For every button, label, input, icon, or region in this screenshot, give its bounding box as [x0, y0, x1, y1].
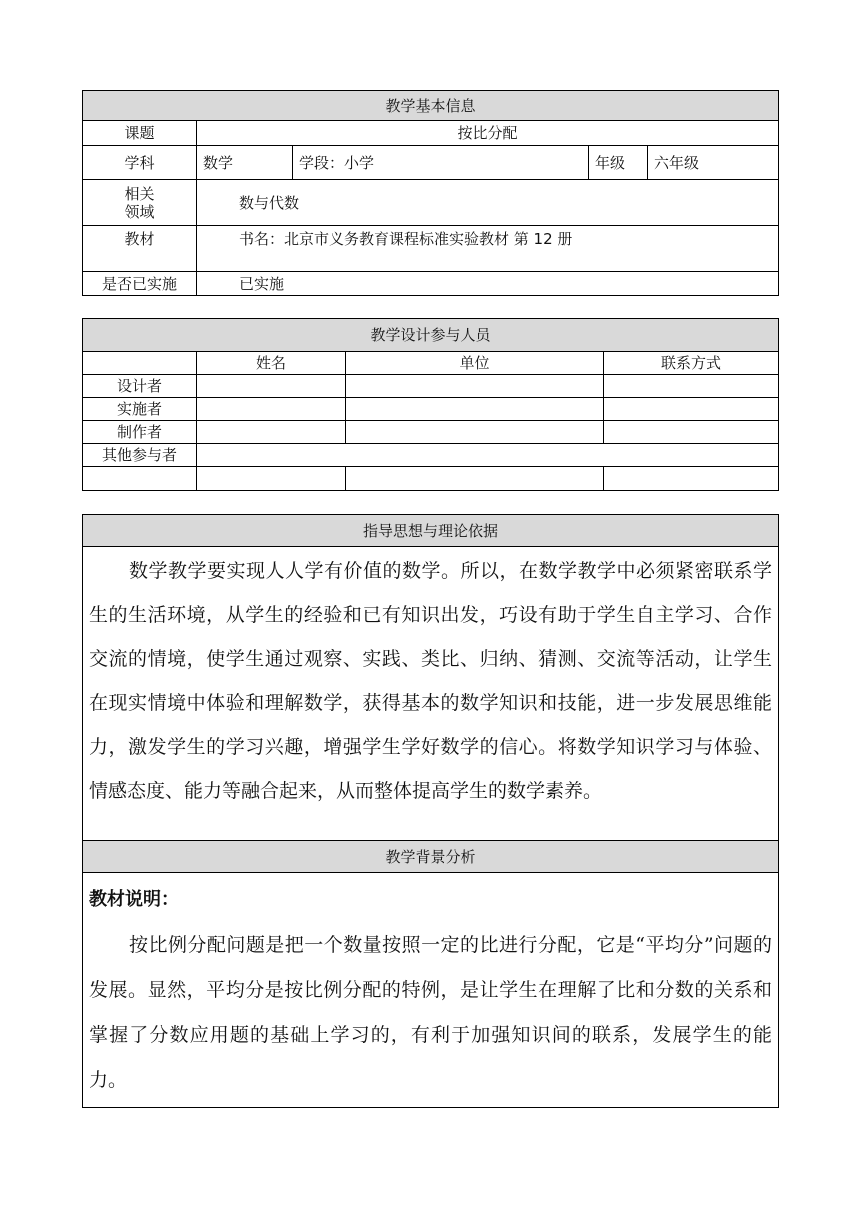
- table-row: [83, 444, 779, 467]
- implementer-contact-cell: [604, 398, 779, 421]
- guiding-title: 指导思想与理论依据: [83, 515, 779, 547]
- implementer-name-cell: [197, 398, 346, 421]
- empty-cell: [604, 467, 779, 491]
- field-value: 数与代数: [197, 180, 779, 226]
- producer-unit-cell: [346, 421, 604, 444]
- table-row: [83, 398, 779, 421]
- implemented-value: 已实施: [197, 272, 779, 296]
- designer-name-cell: [197, 375, 346, 398]
- textbook-value: 书名：北京市义务教育课程标准实验教材 第 12 册: [197, 226, 779, 272]
- analysis-table: [82, 514, 779, 1108]
- basic-info-table: [82, 90, 779, 296]
- guiding-cell: [83, 547, 779, 841]
- field-label-line2: 领域: [124, 202, 155, 221]
- field-label-line1: 相关: [124, 184, 155, 203]
- implementer-unit-cell: [346, 398, 604, 421]
- field-label: [83, 180, 197, 226]
- background-cell: [83, 873, 779, 1108]
- role-implementer: 实施者: [83, 398, 197, 421]
- subject-value: 数学: [197, 146, 293, 180]
- table-row: [83, 421, 779, 444]
- participants-title: 教学设计参与人员: [83, 319, 779, 352]
- grade-label: 年级: [589, 146, 648, 180]
- topic-value: 按比分配: [197, 121, 779, 146]
- producer-name-cell: [197, 421, 346, 444]
- textbook-label: 教材: [83, 226, 197, 272]
- grade-value: 六年级: [648, 146, 779, 180]
- background-paragraph: 按比例分配问题是把一个数量按照一定的比进行分配，它是“平均分”问题的发展。显然，平均分是按比例分配的特例，是让学生在理解了比和分数的关系和掌握了分数应用题的基础上学习的，有利于加强知识间的联系，发展学生的能力。: [89, 934, 772, 1091]
- designer-unit-cell: [346, 375, 604, 398]
- participants-table: [82, 318, 779, 491]
- role-designer: 设计者: [83, 375, 197, 398]
- producer-contact-cell: [604, 421, 779, 444]
- implemented-label: 是否已实施: [83, 272, 197, 296]
- subject-label: 学科: [83, 146, 197, 180]
- stage-text: 学段：小学: [293, 146, 589, 180]
- background-title: 教学背景分析: [83, 841, 779, 873]
- column-name-header: 姓名: [197, 352, 346, 375]
- designer-contact-cell: [604, 375, 779, 398]
- topic-label: 课题: [83, 121, 197, 146]
- table-row: [83, 375, 779, 398]
- empty-cell: [83, 467, 197, 491]
- empty-cell: [197, 467, 346, 491]
- column-contact-header: 联系方式: [604, 352, 779, 375]
- participants-header-blank: [83, 352, 197, 375]
- role-others: 其他参与者: [83, 444, 197, 467]
- textbook-note-heading: 教材说明：: [89, 889, 179, 910]
- empty-cell: [346, 467, 604, 491]
- guiding-paragraph: 数学教学要实现人人学有价值的数学。所以，在数学教学中必须紧密联系学生的生活环境，从学生的经验和已有知识出发，巧设有助于学生自主学习、合作交流的情境，使学生通过观察、实践、类比、归纳、猜测、交流等活动，让学生在现实情境中体验和理解数学，获得基本的数学知识和技能，进一步发展思维能力，激发学生的学习兴趣，增强学生学好数学的信心。将数学知识学习与体验、情感态度、能力等融合起来，从而整体提高学生的数学素养。: [89, 560, 772, 802]
- column-unit-header: 单位: [346, 352, 604, 375]
- basic-info-title: 教学基本信息: [83, 91, 779, 121]
- table-row: [83, 467, 779, 491]
- role-producer: 制作者: [83, 421, 197, 444]
- others-value-cell: [197, 444, 779, 467]
